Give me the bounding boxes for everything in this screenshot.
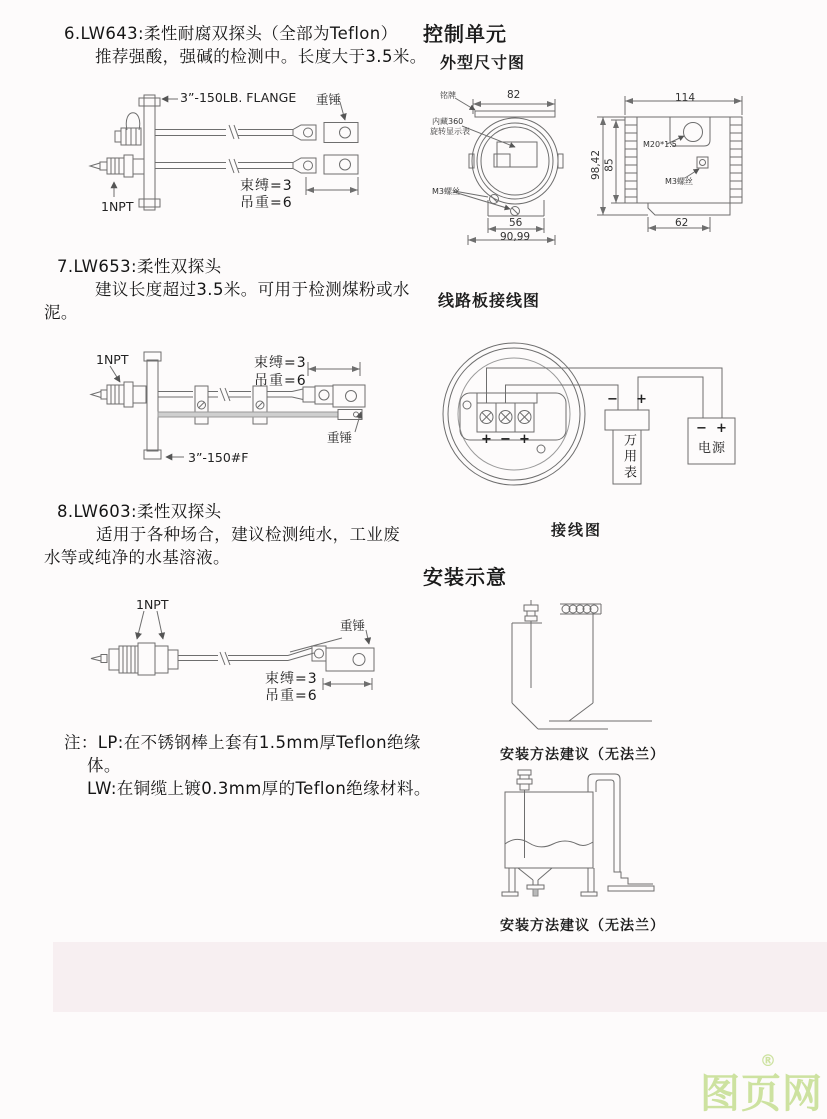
screw-label: M3螺丝: [432, 187, 460, 196]
dim-62: 62: [675, 217, 689, 229]
binding-label: 束缚=3: [240, 178, 293, 194]
probe-body: [90, 155, 144, 177]
tank: [502, 792, 597, 896]
section-title-control-unit: 控制单元: [423, 22, 507, 46]
binding-label: 束缚=3: [265, 671, 318, 687]
install2-caption: 安装方法建议（无法兰）: [500, 918, 665, 934]
dim-85: 85: [603, 158, 616, 172]
cable-clamp: [253, 386, 267, 424]
gland-label: M20*1.5: [643, 140, 677, 149]
item6-line1: 6.LW643:柔性耐腐双探头（全部为Teflon）: [64, 24, 398, 43]
section-title-installation: 安装示意: [423, 565, 507, 589]
housing-side-view: [585, 88, 760, 250]
weight: [333, 385, 365, 407]
dim-9099: 90,99: [500, 231, 531, 243]
terminal-sign-plus: +: [481, 432, 492, 447]
nameplate-label: 铭牌: [440, 91, 456, 100]
weight-lower: [324, 155, 358, 174]
hanging-label: 吊重=6: [254, 373, 307, 389]
probe: [524, 600, 538, 688]
screw: [700, 160, 706, 166]
hanging-label: 吊重=6: [265, 688, 318, 704]
item6-line2: 推荐强酸，强碱的检测中。长度大于3.5米。: [95, 47, 427, 66]
screw-label: M3螺丝: [665, 177, 693, 186]
wire: [638, 377, 703, 418]
hopper-sketch: [480, 595, 665, 740]
weight: [326, 648, 374, 671]
wire: [506, 385, 619, 410]
hopper: [512, 613, 652, 729]
tank-sketch: [472, 768, 682, 913]
flange-label: 3”-150#F: [188, 450, 249, 465]
terminal-sign-plus: +: [519, 432, 530, 447]
note-line2: 体。: [87, 756, 121, 775]
install1-caption: 安装方法建议（无法兰）: [500, 747, 665, 763]
display-label-1: 内藏360: [432, 117, 464, 126]
dim-56: 56: [509, 217, 523, 229]
terminal-block: [477, 403, 534, 432]
hanging-label: 吊重=6: [240, 195, 293, 211]
note-line1: 注：LP:在不锈钢棒上套有1.5mm厚Teflon绝缘: [64, 733, 421, 752]
display-label-2: 旋转显示表: [430, 127, 470, 136]
binding-label: 束缚=3: [254, 355, 307, 371]
lw643-drawing: [88, 85, 398, 220]
item8-line2: 适用于各种场合，建议检测纯水，工业废: [96, 525, 401, 544]
npt-label: 1NPT: [136, 597, 169, 612]
probe: [517, 770, 532, 858]
liquid-level: [505, 839, 593, 847]
terminal-sign-minus: −: [500, 432, 511, 447]
registered-mark: ®: [760, 1051, 776, 1070]
discharge-pipe: [588, 774, 654, 891]
flange-label: 3”-150LB. FLANGE: [180, 90, 297, 105]
dim-114: 114: [675, 92, 696, 104]
meter-head: [605, 410, 649, 430]
weight-upper: [324, 123, 358, 143]
footer-band: [53, 942, 827, 1012]
item7-line1: 7.LW653:柔性双探头: [57, 257, 222, 276]
wiring-sketch: [432, 330, 762, 530]
npt-label: 1NPT: [96, 352, 129, 367]
terminal-bracket: [460, 393, 566, 440]
conveyor: [560, 604, 601, 614]
weight-label: 重锤: [340, 618, 366, 633]
power-plus: +: [716, 421, 727, 436]
mount-ear: [537, 445, 545, 453]
mount-ear: [463, 401, 471, 409]
dim-82: 82: [507, 89, 521, 101]
second-cable: [158, 412, 338, 417]
item8-line1: 8.LW603:柔性双探头: [57, 502, 222, 521]
install-sketch-2: [472, 768, 682, 913]
meter-minus: −: [607, 392, 618, 407]
item7-line2: 建议长度超过3.5米。可用于检测煤粉或水: [95, 280, 410, 299]
install-sketch-1: [480, 595, 665, 740]
probe-body: [91, 382, 146, 407]
housing-circle: [443, 343, 585, 485]
meter-plus: +: [636, 392, 647, 407]
weight-label: 重锤: [327, 430, 353, 445]
cable-gland: [684, 123, 703, 142]
multimeter-label: 万用表: [621, 433, 636, 481]
nameplate-strip: [475, 111, 555, 117]
lw603-drawing: [60, 590, 400, 705]
item8-line3: 水等或纯净的水基溶液。: [44, 548, 230, 567]
heading-outline-dimensions: 外型尺寸图: [440, 53, 526, 72]
wiring-caption: 接线图: [551, 521, 603, 539]
housing-front-view: [428, 88, 593, 250]
item7-line3: 泥。: [44, 303, 78, 322]
lw653-drawing: [60, 340, 405, 485]
wiring-diagram: [432, 330, 762, 530]
flange-plate: [144, 352, 161, 459]
npt-label: 1NPT: [101, 199, 134, 214]
note-line3: LW:在铜缆上镀0.3mm厚的Teflon绝缘材料。: [87, 779, 431, 798]
dim-9842: 98,42: [590, 149, 603, 181]
cable-clamp: [195, 386, 208, 424]
heading-wiring-board: 线路板接线图: [438, 291, 541, 310]
lw603-probe-sketch: [60, 590, 400, 705]
weight-label: 重锤: [316, 92, 342, 107]
flange-plate: [139, 95, 160, 210]
power-minus: −: [696, 421, 707, 436]
watermark-logo: 图页网: [700, 1071, 823, 1117]
probe-body: [91, 643, 178, 675]
power-label: 电源: [698, 441, 727, 456]
